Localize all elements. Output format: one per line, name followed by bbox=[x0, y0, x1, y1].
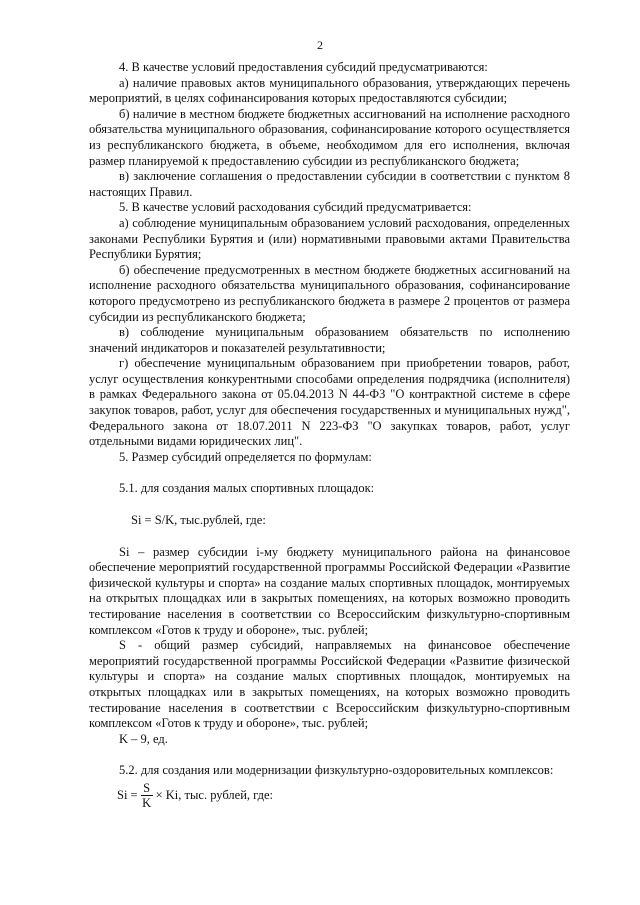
formula-2-numerator: S bbox=[143, 780, 151, 795]
section-5-1-heading: 5.1. для создания малых спортивных площадок: bbox=[119, 481, 375, 496]
paragraph-5a: а) соблюдение муниципальным образованием условий расходования, определенных законами Республики Бурятия и (или) нормативными правовыми актами Правительства Республики Бурятия; bbox=[89, 215, 570, 262]
section-5-2-heading: 5.2. для создания или модернизации физкультурно-оздоровительных комплексов: bbox=[119, 763, 554, 778]
document-body bbox=[89, 60, 570, 810]
definition-si: Si – размер субсидии i-му бюджету муниципального района на финансовое обеспечение мероприятий государственной программы Российской Федерации «Развитие физической культуры и спорта» на создание малых спортивных площадок, монтируемых на открытых площадках или в закрытых помещениях, на которых возможно проводить тестирование населения в соответствии со Всероссийским физкультурно-спортивным комплексом «Готов к труду и обороне», тыс. рублей; bbox=[89, 544, 570, 637]
paragraph-5-heading: 5. В качестве условий расходования субсидий предусматривается: bbox=[119, 200, 472, 215]
paragraph-4v: в) заключение соглашения о предоставлении субсидии в соответствии с пунктом 8 настоящих Правил. bbox=[89, 169, 570, 199]
formula-2-lhs: Si = bbox=[117, 787, 138, 802]
definition-s: S - общий размер субсидий, направляемых на финансовое обеспечение мероприятий государственной программы Российской Федерации «Развитие физической культуры и спорта» на создание малых спортивных площадок, монтируемых на открытых площадках или в закрытых помещениях, на которых возможно проводить тестирование населения в соответствии с Всероссийским физкультурно-спортивным комплексом «Готов к труду и обороне», тыс. рублей; bbox=[89, 638, 570, 731]
paragraph-5b: б) обеспечение предусмотренных в местном бюджете бюджетных ассигнований на исполнение расходного обязательства муниципального образования, софинансирование которого предусмотрено из республиканского бюджета в размере 2 процентов от размера субсидии из республиканского бюджета; bbox=[89, 262, 570, 324]
paragraph-5g: г) обеспечение муниципальным образованием при приобретении товаров, работ, услуг осуществления конкурентными способами определения подрядчика (исполнителя) в рамках Федерального закона от 05.04.2013 N 44-ФЗ "О контрактной системе в сфере закупок товаров, работ, услуг для обеспечения государственных и муниципальных нужд", Федерального закона от 18.07.2011 N 223-ФЗ "О закупках товаров, работ, услуг отдельными видами юридических лиц". bbox=[89, 356, 570, 449]
definition-k: K – 9, ед. bbox=[119, 731, 168, 746]
formula-2-fraction bbox=[141, 781, 153, 810]
paragraph-4-heading: 4. В качестве условий предоставления субсидий предусматриваются: bbox=[119, 60, 488, 74]
formula-2-denominator: K bbox=[142, 795, 152, 810]
formula-2-rhs: × Ki, тыс. рублей, где: bbox=[155, 787, 274, 802]
paragraph-4b: б) наличие в местном бюджете бюджетных ассигнований на исполнение расходного обязательства муниципального образования, софинансирование которого осуществляется из республиканского бюджета, в объеме, необходимом для его исполнения, включая размер планируемой к предоставлению субсидии из республиканского бюджета; bbox=[89, 106, 570, 168]
paragraph-4a: а) наличие правовых актов муниципального образования, утверждающих перечень мероприятий, в целях софинансирования которых предоставляются субсидии; bbox=[89, 75, 570, 106]
formula-1: Si = S/K, тыс.рублей, где: bbox=[131, 513, 266, 528]
paragraph-5v: в) соблюдение муниципальным образованием обязательств по исполнению значений индикаторов и показателей результативности; bbox=[89, 325, 570, 355]
paragraph-5-size: 5. Размер субсидий определяется по формулам: bbox=[119, 449, 372, 464]
formula-2 bbox=[89, 781, 570, 810]
page-number: 2 bbox=[317, 38, 323, 52]
